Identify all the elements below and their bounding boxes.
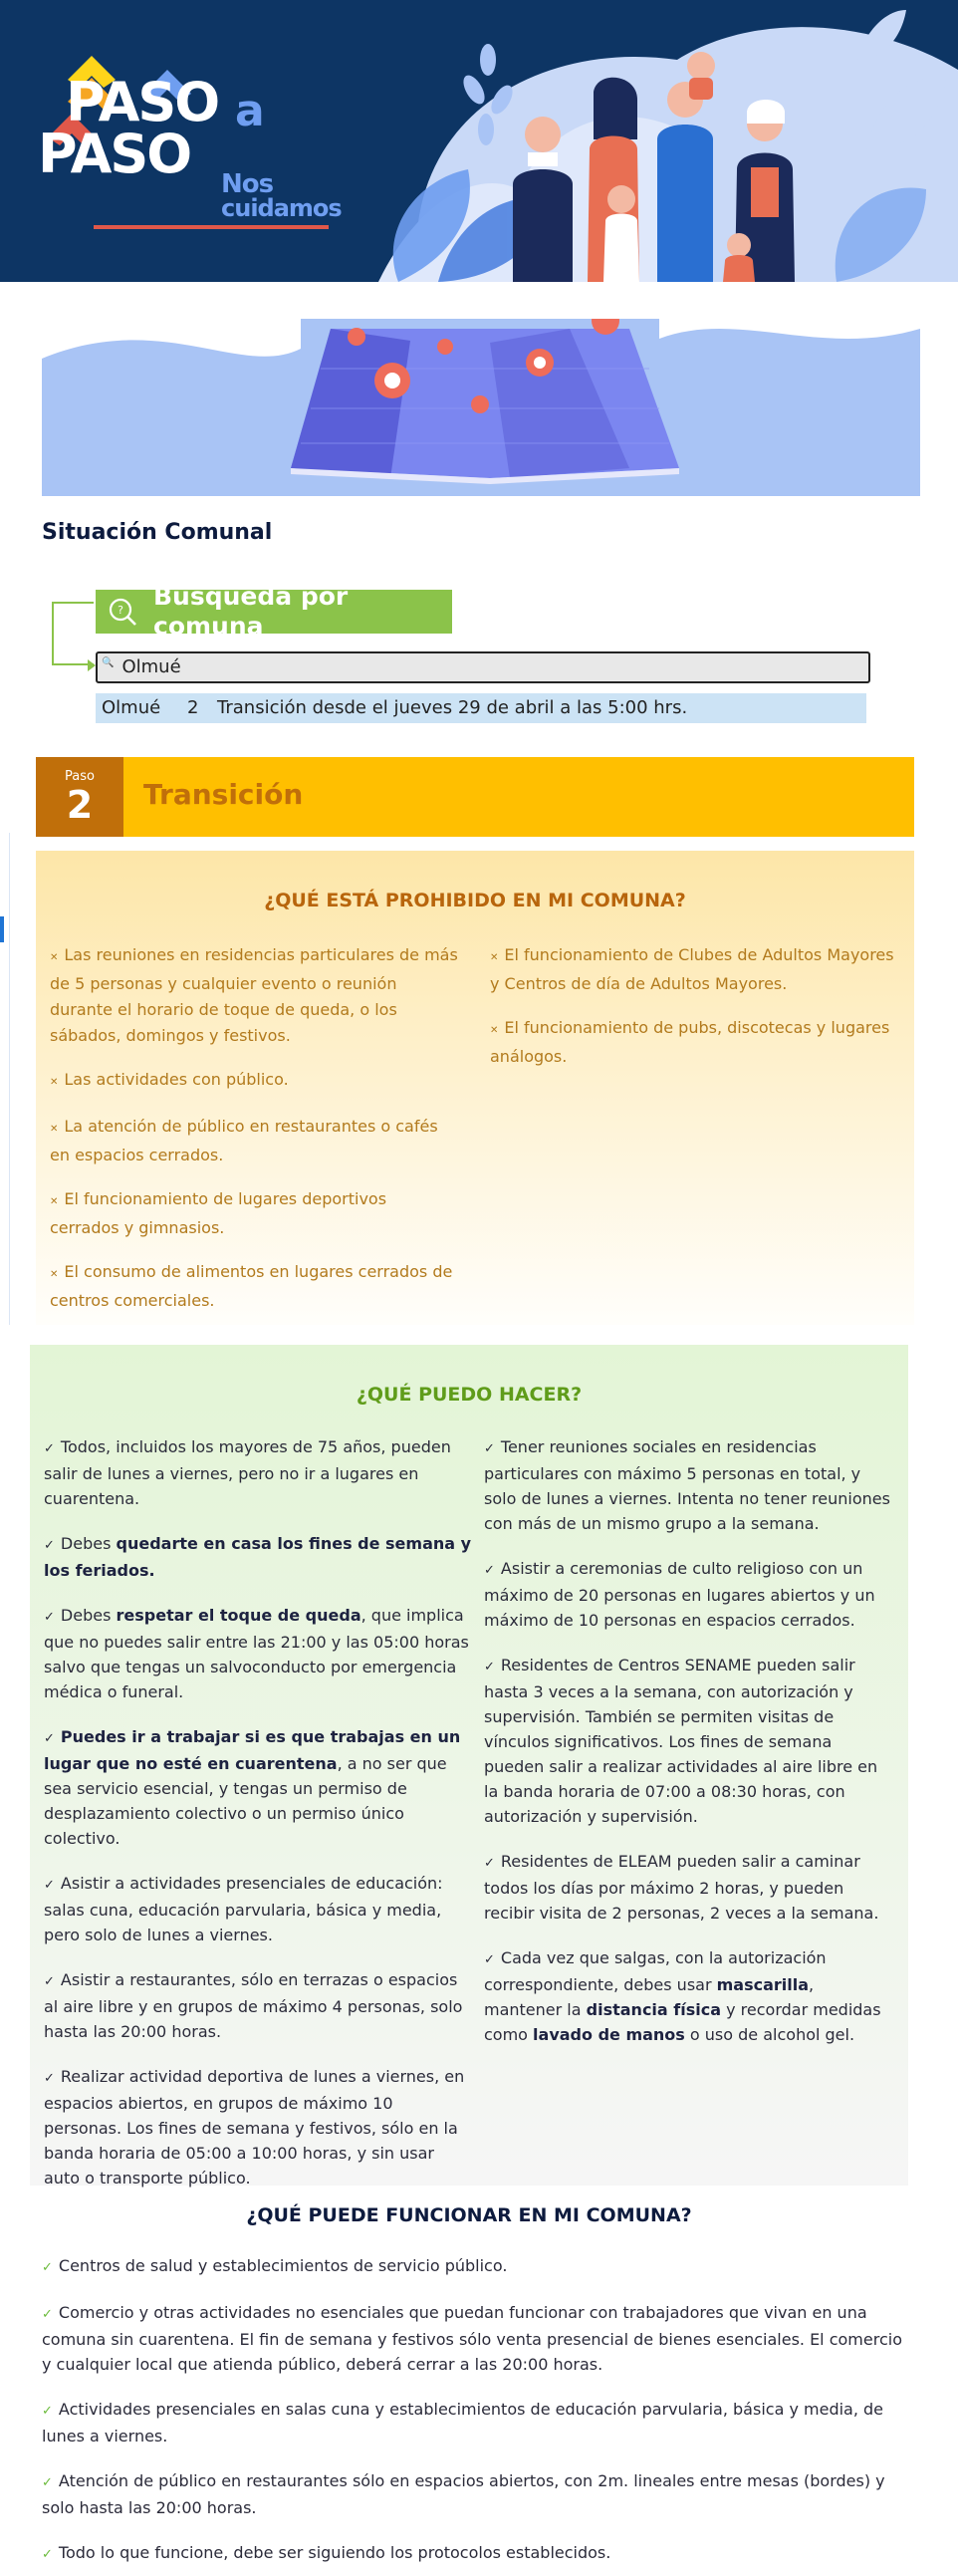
x-icon: ✕ [490, 952, 499, 963]
works-item: ✓ Todo lo que funcione, debe ser siguiendo los protocolos establecidos. [42, 2543, 611, 2562]
logo-cuidamos: cuidamos [221, 194, 342, 222]
check-icon: ✓ [42, 2475, 53, 2490]
prohibited-left-column [50, 942, 458, 1332]
paso-name: Transición [143, 778, 304, 811]
prohibited-item: ✕ La atención de público en restaurantes o cafés en espacios cerrados. [50, 1117, 438, 1164]
prohibited-item: ✕ Las reuniones en residencias particulares de más de 5 personas y cualquier evento o reunión durante el horario de toque de queda, o los sábados, domingos y festivos. [50, 945, 458, 1045]
search-bracket [52, 602, 94, 665]
search-label-box [96, 582, 452, 641]
search-result-row[interactable] [96, 693, 866, 723]
map-icon [42, 319, 920, 496]
logo-underline [94, 225, 329, 229]
check-icon: ✓ [44, 1974, 55, 1989]
check-icon: ✓ [44, 1610, 55, 1625]
can-do-item: ✓ Realizar actividad deportiva de lunes a viernes, en espacios abiertos, en grupos de máximo 10 personas. Los fines de semana y festivos, sólo en la banda horaria de 05:00 a 10:00 horas, y sin usar auto o transporte público. [44, 2067, 465, 2188]
check-icon: ✓ [44, 1878, 55, 1893]
works-list [42, 2253, 908, 2576]
section-title: Situación Comunal [42, 520, 273, 545]
prohibited-item: ✕ El funcionamiento de Clubes de Adultos Mayores y Centros de día de Adultos Mayores. [490, 945, 894, 993]
search-label: Búsqueda por comuna [153, 582, 349, 641]
can-do-right-column [484, 1434, 896, 2067]
can-do-item: ✓ Tener reuniones sociales en residencias particulares con máximo 5 personas en total, y solo de lunes a viernes. Intenta no tener reuniones con más de un mismo grupo a la semana. [484, 1437, 890, 1533]
prohibited-item: ✕ El consumo de alimentos en lugares cerrados de centros comerciales. [50, 1262, 453, 1310]
can-do-item: ✓ Asistir a actividades presenciales de educación: salas cuna, educación parvularia, básica y media, pero solo de lunes a viernes. [44, 1874, 443, 1944]
prohibited-item: ✕ El funcionamiento de lugares deportivos cerrados y gimnasios. [50, 1189, 387, 1237]
search-input[interactable] [121, 655, 819, 679]
x-icon: ✕ [50, 952, 59, 963]
can-do-item: ✓ Cada vez que salgas, con la autorización correspondiente, debes usar mascarilla, mantener la distancia física y recordar medidas como lavado de manos o uso de alcohol gel. [484, 1948, 881, 2044]
check-icon: ✓ [44, 2071, 55, 2086]
result-paso: 2 [187, 697, 199, 718]
x-icon: ✕ [50, 1124, 59, 1135]
prohibited-item: ✕ Las actividades con público. [50, 1070, 289, 1089]
works-title: ¿QUÉ PUEDE FUNCIONAR EN MI COMUNA? [246, 2204, 692, 2226]
x-icon: ✕ [50, 1077, 59, 1088]
prohibited-section [36, 851, 914, 1325]
search-input-icon: 🔍 [102, 656, 115, 668]
works-item: ✓ Comercio y otras actividades no esenciales que puedan funcionar con trabajadores que vivan en una comuna sin cuarentena. El fin de semana y festivos sólo venta presencial de bienes esenciales. El comercio y cualquier local que atienda público, deberá cerrar a las 20:00 horas. [42, 2303, 902, 2374]
can-do-item: ✓ Asistir a ceremonias de culto religioso con un máximo de 20 personas en lugares abiertos y un máximo de 10 personas en espacios cerrados. [484, 1559, 875, 1630]
prohibited-right-column [490, 942, 908, 1088]
left-scroll-tick [0, 916, 4, 942]
check-icon: ✓ [484, 1441, 495, 1456]
x-icon: ✕ [50, 1196, 59, 1207]
works-item: ✓ Centros de salud y establecimientos de servicio público. [42, 2256, 508, 2275]
x-icon: ✕ [490, 1025, 499, 1036]
result-comuna: Olmué [102, 697, 161, 718]
check-icon: ✓ [484, 1563, 495, 1578]
can-do-item: ✓ Asistir a restaurantes, sólo en terrazas o espacios al aire libre y en grupos de máximo 4 personas, solo hasta las 20:00 horas. [44, 1970, 463, 2041]
works-item: ✓ Actividades presenciales en salas cuna y establecimientos de educación parvularia, básica y media, de lunes a viernes. [42, 2400, 884, 2446]
can-do-section [30, 1345, 908, 2186]
logo-paso-top: PASO [66, 71, 219, 133]
map-illustration [42, 319, 920, 496]
check-icon: ✓ [44, 1538, 55, 1553]
check-icon: ✓ [484, 1952, 495, 1967]
works-item: ✓ Atención de público en restaurantes sólo en espacios abiertos, con 2m. lineales entre mesas (bordes) y solo hasta las 20:00 horas. [42, 2471, 885, 2517]
check-icon: ✓ [44, 1731, 55, 1746]
left-rule [0, 833, 10, 1325]
can-do-left-column [44, 1434, 472, 2210]
paso-number-box [36, 757, 123, 837]
prohibited-title: ¿QUÉ ESTÁ PROHIBIDO EN MI COMUNA? [264, 890, 686, 911]
header-banner [0, 0, 958, 282]
logo-nos: Nos [221, 169, 274, 199]
x-icon: ✕ [50, 1269, 59, 1280]
bracket-arrow [88, 659, 96, 671]
check-icon: ✓ [42, 2260, 53, 2275]
check-icon: ✓ [42, 2307, 53, 2322]
can-do-item: ✓ Debes respetar el toque de queda, que implica que no puedes salir entre las 21:00 y las 05:00 horas salvo que tengas un salvoconducto por emergencia médica o funeral. [44, 1606, 469, 1701]
prohibited-item: ✕ El funcionamiento de pubs, discotecas y lugares análogos. [490, 1018, 890, 1066]
paso-number: 2 [66, 783, 94, 827]
check-icon: ✓ [484, 1856, 495, 1871]
check-icon: ✓ [44, 1441, 55, 1456]
can-do-item: ✓ Puedes ir a trabajar si es que trabajas en un lugar que no esté en cuarentena, a no ser que sea servicio esencial, y tengas un permiso de desplazamiento colectivo o un permiso único colectivo. [44, 1727, 461, 1848]
search-field[interactable] [96, 651, 870, 683]
can-do-item: ✓ Debes quedarte en casa los fines de semana y los feriados. [44, 1534, 472, 1580]
search-icon [108, 597, 137, 627]
can-do-title: ¿QUÉ PUEDO HACER? [356, 1384, 583, 1406]
logo-paso-bottom: PASO [38, 123, 191, 185]
check-icon: ✓ [484, 1660, 495, 1674]
paso-label: Paso [65, 769, 95, 784]
check-icon: ✓ [42, 2404, 53, 2419]
check-icon: ✓ [42, 2547, 53, 2562]
can-do-item: ✓ Residentes de ELEAM pueden salir a caminar todos los días por máximo 2 horas, y pueden recibir visita de 2 personas, 2 veces a la semana. [484, 1852, 879, 1923]
can-do-item: ✓ Residentes de Centros SENAME pueden salir hasta 3 veces a la semana, con autorización y supervisión. También se permiten visitas de vínculos significativos. Los fines de semana pueden salir a realizar actividades al aire libre en la banda horaria de 07:00 a 08:30 horas, con autorización y supervisión. [484, 1656, 878, 1826]
logo-a: a [235, 86, 265, 136]
svg-text:?: ? [118, 604, 123, 617]
result-text: Transición desde el jueves 29 de abril a las 5:00 hrs. [217, 697, 688, 718]
can-do-item: ✓ Todos, incluidos los mayores de 75 años, pueden salir de lunes a viernes, pero no ir a lugares en cuarentena. [44, 1437, 451, 1508]
